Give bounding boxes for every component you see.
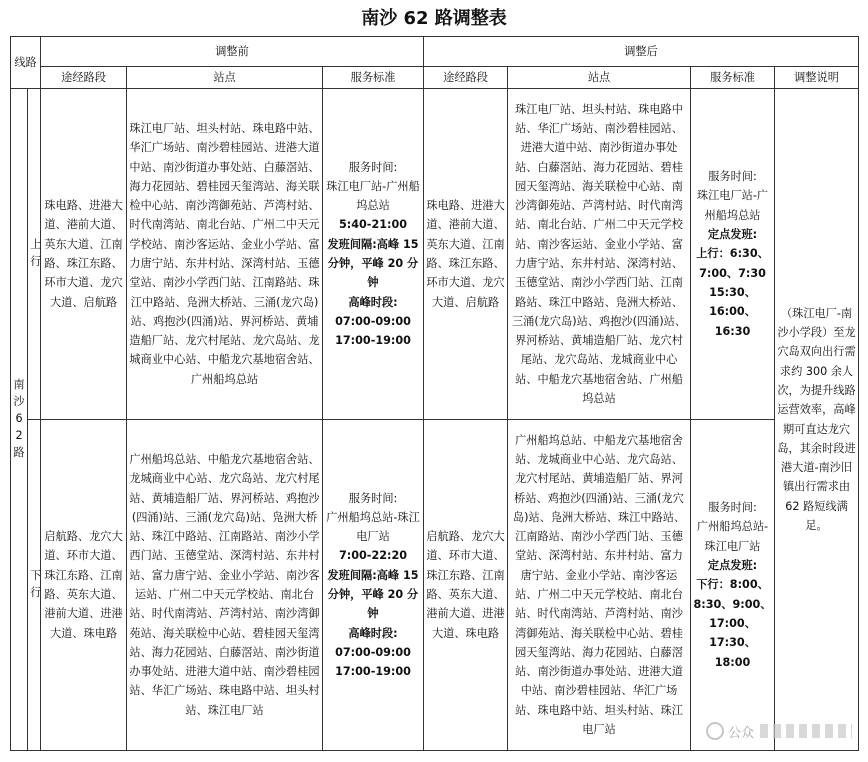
up-before-svc-peak1: 07:00-09:00 (335, 314, 411, 328)
header-before: 调整前 (41, 37, 424, 67)
header-after-service: 服务标准 (691, 67, 775, 89)
down-after-svc-times: 下行：8:00、8:30、9:00、17:00、17:30、18:00 (693, 578, 772, 669)
down-before-svc-time-label: 服务时间: (348, 491, 398, 505)
up-after-way: 珠电路、进港大道、港前大道、英东大道、江南路、珠江东路、环市大道、龙穴大道、启航路 (424, 89, 508, 420)
up-before-svc-time-label: 服务时间: (348, 160, 398, 174)
up-before-svc-interval: 发班间隔:高峰 15 分钟，平峰 20 分钟 (327, 237, 419, 290)
down-before-svc-peak1: 07:00-09:00 (335, 645, 411, 659)
header-before-service: 服务标准 (323, 67, 424, 89)
down-before-svc-hours: 7:00-22:20 (338, 549, 408, 563)
down-after-service (691, 420, 775, 751)
header-after-stops: 站点 (508, 67, 691, 89)
up-before-svc-route: 珠江电厂站-广州船坞总站 (326, 179, 420, 213)
up-after-stops: 珠江电厂站、坦头村站、珠电路中站、华汇广场站、南沙碧桂园站、进港大道中站、南沙街道办事处站、白藤滘站、海力花园站、碧桂园天玺湾站、海关联检中心站、南沙湾御苑站、芦湾村站、时代南湾站、南北台站、广州二中天元学校站、南沙客运站、金业小学站、富力唐宁站、东井村站、深湾村站、玉德堂站、南沙小学西门站、江南路站、珠江中路站、凫洲大桥站、三涌(龙穴岛)站、鸡抱沙(四涌)站、界河桥站、黄埔造船厂站、龙穴村尾站、龙穴岛站、龙城商业中心站、中船龙穴基地宿舍站、广州船坞总站 (508, 89, 691, 420)
direction-up-cell (28, 89, 41, 420)
down-after-svc-route: 广州船坞总站-珠江电厂站 (696, 520, 769, 553)
down-before-stops: 广州船坞总站、中船龙穴基地宿舍站、龙城商业中心站、龙穴岛站、龙穴村尾站、黄埔造船厂站、界河桥站、鸡抱沙(四涌)站、三涌(龙穴岛)站、凫洲大桥站、珠江中路站、江南路站、南沙小学西门站、玉德堂站、深湾村站、东井村站、富力唐宁站、金业小学站、南沙客运站、广州二中天元学校站、南北台站、时代南湾站、芦湾村站、南沙湾御苑站、海关联检中心站、碧桂园天玺湾站、海力花园站、白藤滘站、南沙街道办事处站、进港大道中站、南沙碧桂园站、华汇广场站、珠电路中站、坦头村站、珠江电厂站 (127, 420, 323, 751)
header-before-way: 途经路段 (41, 67, 127, 89)
up-after-svc-fixed: 定点发班: (707, 228, 758, 242)
adjustment-note: （珠江电厂-南沙小学段）至龙穴岛双向出行需求约 300 余人次，为提升线路运营效率，高峰期可直达龙穴岛，其余时段进港大道-南沙旧镇出行需求由 62 路短线满足。 (775, 89, 859, 751)
down-after-svc-fixed: 定点发班: (707, 559, 758, 573)
up-after-service (691, 89, 775, 420)
up-before-stops: 珠江电厂站、坦头村站、珠电路中站、华汇广场站、南沙碧桂园站、进港大道中站、南沙街道办事处站、白藤滘站、海力花园站、碧桂园天玺湾站、海关联检中心站、南沙湾御苑站、芦湾村站、时代南湾站、南北台站、广州二中天元学校站、南沙客运站、金业小学站、富力唐宁站、东井村站、深湾村站、玉德堂站、南沙小学西门站、江南路站、珠江中路站、凫洲大桥站、三涌(龙穴岛)站、鸡抱沙(四涌)站、界河桥站、黄埔造船厂站、龙穴村尾站、龙穴岛站、龙城商业中心站、中船龙穴基地宿舍站、广州船坞总站 (127, 89, 323, 420)
watermark-redacted-icon (760, 724, 852, 738)
direction-down: 下行 (30, 569, 42, 600)
down-after-stops: 广州船坞总站、中船龙穴基地宿舍站、龙城商业中心站、龙穴岛站、龙穴村尾站、黄埔造船厂站、界河桥站、鸡抱沙(四涌)站、三涌(龙穴岛)站、凫洲大桥站、珠江中路站、江南路站、南沙小学西门站、玉德堂站、深湾村站、东井村站、富力唐宁站、金业小学站、南沙客运站、广州二中天元学校站、南北台站、时代南湾站、芦湾村站、南沙湾御苑站、海关联检中心站、碧桂园天玺湾站、海力花园站、白藤滘站、南沙街道办事处站、进港大道中站、南沙碧桂园站、华汇广场站、珠电路中站、坦头村站、珠江电厂站 (508, 420, 691, 751)
down-before-svc-interval: 发班间隔:高峰 15 分钟，平峰 20 分钟 (327, 568, 419, 621)
down-before-svc-route: 广州船坞总站-珠江电厂站 (326, 510, 420, 544)
up-before-svc-hours: 5:40-21:00 (338, 218, 408, 232)
up-before-svc-peak-label: 高峰时段: (348, 295, 398, 309)
down-before-svc-peak-label: 高峰时段: (348, 626, 398, 640)
wechat-logo-icon (706, 722, 724, 740)
header-before-stops: 站点 (127, 67, 323, 89)
watermark (706, 718, 852, 744)
page-title: 南沙 62 路调整表 (361, 8, 507, 29)
direction-up: 上行 (30, 238, 42, 269)
adjustment-table (10, 36, 859, 751)
down-after-svc-time-label: 服务时间: (708, 501, 757, 515)
down-before-way: 启航路、龙穴大道、环市大道、珠江东路、江南路、英东大道、港前大道、进港大道、珠电路 (41, 420, 127, 751)
header-after: 调整后 (424, 37, 859, 67)
route-name-cell (11, 89, 28, 751)
up-after-svc-route: 珠江电厂站-广州船坞总站 (696, 189, 769, 222)
up-after-svc-times: 上行：6:30、7:00、7:30 15:30、16:00、16:30 (696, 247, 769, 338)
down-after-way: 启航路、龙穴大道、环市大道、珠江东路、江南路、英东大道、港前大道、进港大道、珠电路 (424, 420, 508, 751)
down-before-svc-peak2: 17:00-19:00 (335, 665, 411, 679)
header-after-way: 途经路段 (424, 67, 508, 89)
up-after-svc-time-label: 服务时间: (708, 170, 757, 184)
route-name: 南沙62路 (13, 378, 25, 460)
header-route: 线路 (11, 37, 41, 89)
watermark-text: 公众 (727, 725, 754, 741)
header-note: 调整说明 (775, 67, 859, 89)
up-before-way: 珠电路、进港大道、港前大道、英东大道、江南路、珠江东路、环市大道、龙穴大道、启航路 (41, 89, 127, 420)
down-before-service (323, 420, 424, 751)
up-before-svc-peak2: 17:00-19:00 (335, 334, 411, 348)
direction-down-cell (28, 420, 41, 751)
up-before-service (323, 89, 424, 420)
